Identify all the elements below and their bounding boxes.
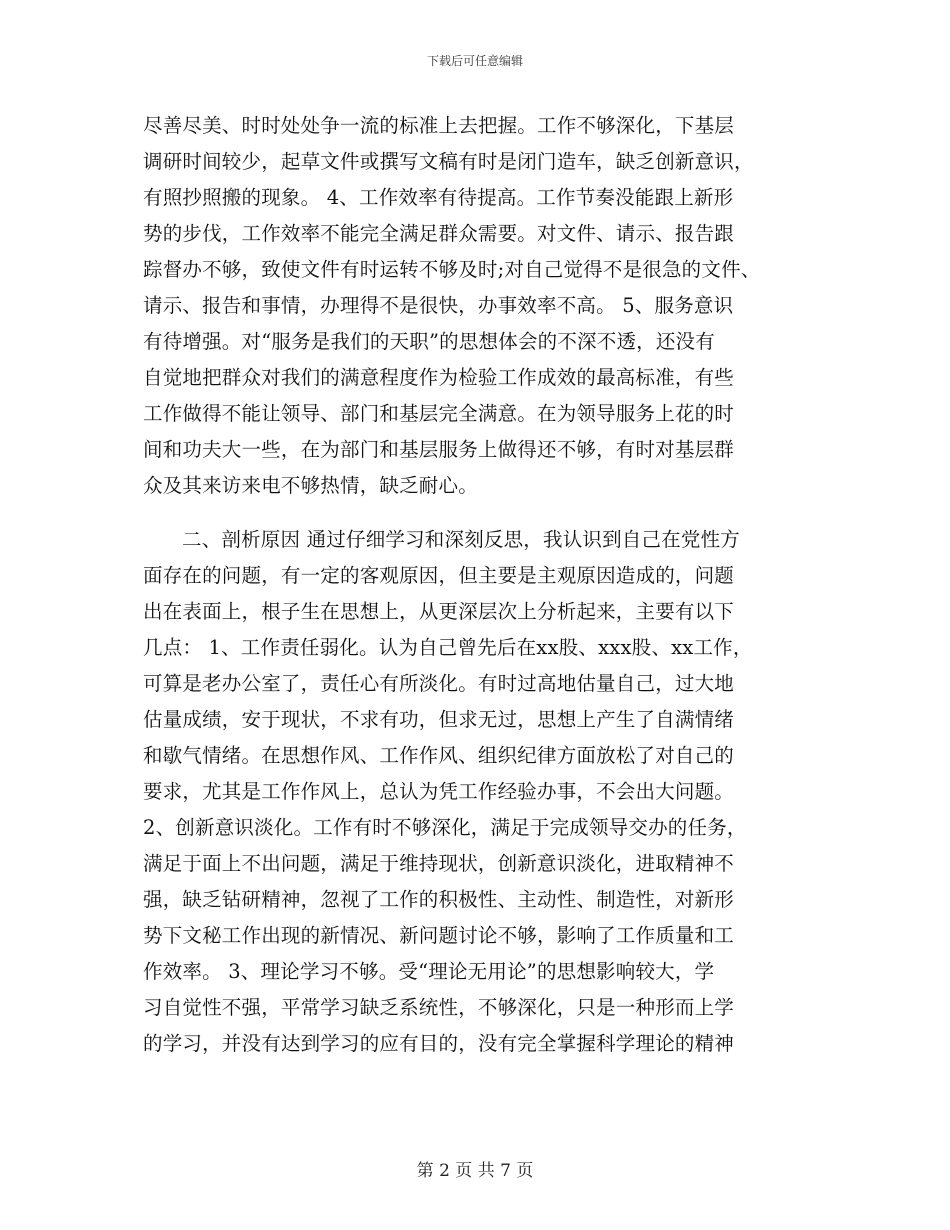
body-line: 可算是老办公室了，责任心有所淡化。有时过高地估量自己，过大地: [143, 672, 735, 695]
body-line: 工作做得不能让领导、部门和基层完全满意。在为领导服务上花的时: [143, 402, 735, 425]
page-number-footer: 第 2 页 共 7 页: [416, 1161, 534, 1181]
body-line: 估量成绩，安于现状，不求有功，但求无过，思想上产生了自满情绪: [143, 708, 735, 731]
body-line: 2、创新意识淡化。工作有时不够深化，满足于完成领导交办的任务，: [143, 816, 747, 839]
section-heading-line: 二、剖析原因 通过仔细学习和深刻反思，我认识到自己在党性方: [182, 528, 740, 551]
body-line: 的学习，并没有达到学习的应有目的，没有完全掌握科学理论的精神: [143, 1032, 735, 1055]
body-line: 踪督办不够，致使文件有时运转不够及时;对自己觉得不是很急的文件、: [143, 258, 761, 281]
body-line: 习自觉性不强，平常学习缺乏系统性，不够深化，只是一种形而上学: [143, 996, 735, 1019]
body-line: 尽善尽美、时时处处争一流的标准上去把握。工作不够深化，下基层: [143, 114, 735, 137]
body-line: 强，缺乏钻研精神，忽视了工作的积极性、主动性、制造性，对新形: [143, 888, 735, 911]
body-line: 几点： 1、工作责任弱化。认为自己曾先后在xx股、xxx股、xx工作，: [143, 636, 753, 659]
body-line: 调研时间较少，起草文件或撰写文稿有时是闭门造车，缺乏创新意识，: [143, 150, 754, 173]
body-line: 作效率。 3、理论学习不够。受“理论无用论”的思想影响较大，学: [143, 960, 715, 983]
body-line: 众及其来访来电不够热情，缺乏耐心。: [143, 474, 478, 497]
body-line: 出在表面上，根子生在思想上，从更深层次上分析起来，主要有以下: [143, 600, 735, 623]
body-line: 有照抄照搬的现象。 4、工作效率有待提高。工作节奏没能跟上新形: [143, 186, 734, 209]
body-line: 要求，尤其是工作作风上，总认为凭工作经验办事，不会出大问题。: [143, 780, 735, 803]
body-line: 有待增强。对“服务是我们的天职”的思想体会的不深不透，还没有: [143, 330, 715, 353]
body-line: 自觉地把群众对我们的满意程度作为检验工作成效的最高标准，有些: [143, 366, 735, 389]
body-line: 请示、报告和事情，办理得不是很快，办事效率不高。 5、服务意识: [143, 294, 734, 317]
body-line: 满足于面上不出问题，满足于维持现状，创新意识淡化，进取精神不: [143, 852, 735, 875]
body-line: 势的步伐，工作效率不能完全满足群众需要。对文件、请示、报告跟: [143, 222, 735, 245]
body-line: 和歇气情绪。在思想作风、工作作风、组织纪律方面放松了对自己的: [143, 744, 735, 767]
body-line: 面存在的问题，有一定的客观原因，但主要是主观原因造成的，问题: [143, 564, 735, 587]
page-header: 下载后可任意编辑: [426, 54, 523, 68]
body-line: 间和功夫大一些，在为部门和基层服务上做得还不够，有时对基层群: [143, 438, 735, 461]
body-line: 势下文秘工作出现的新情况、新问题讨论不够，影响了工作质量和工: [143, 924, 735, 947]
